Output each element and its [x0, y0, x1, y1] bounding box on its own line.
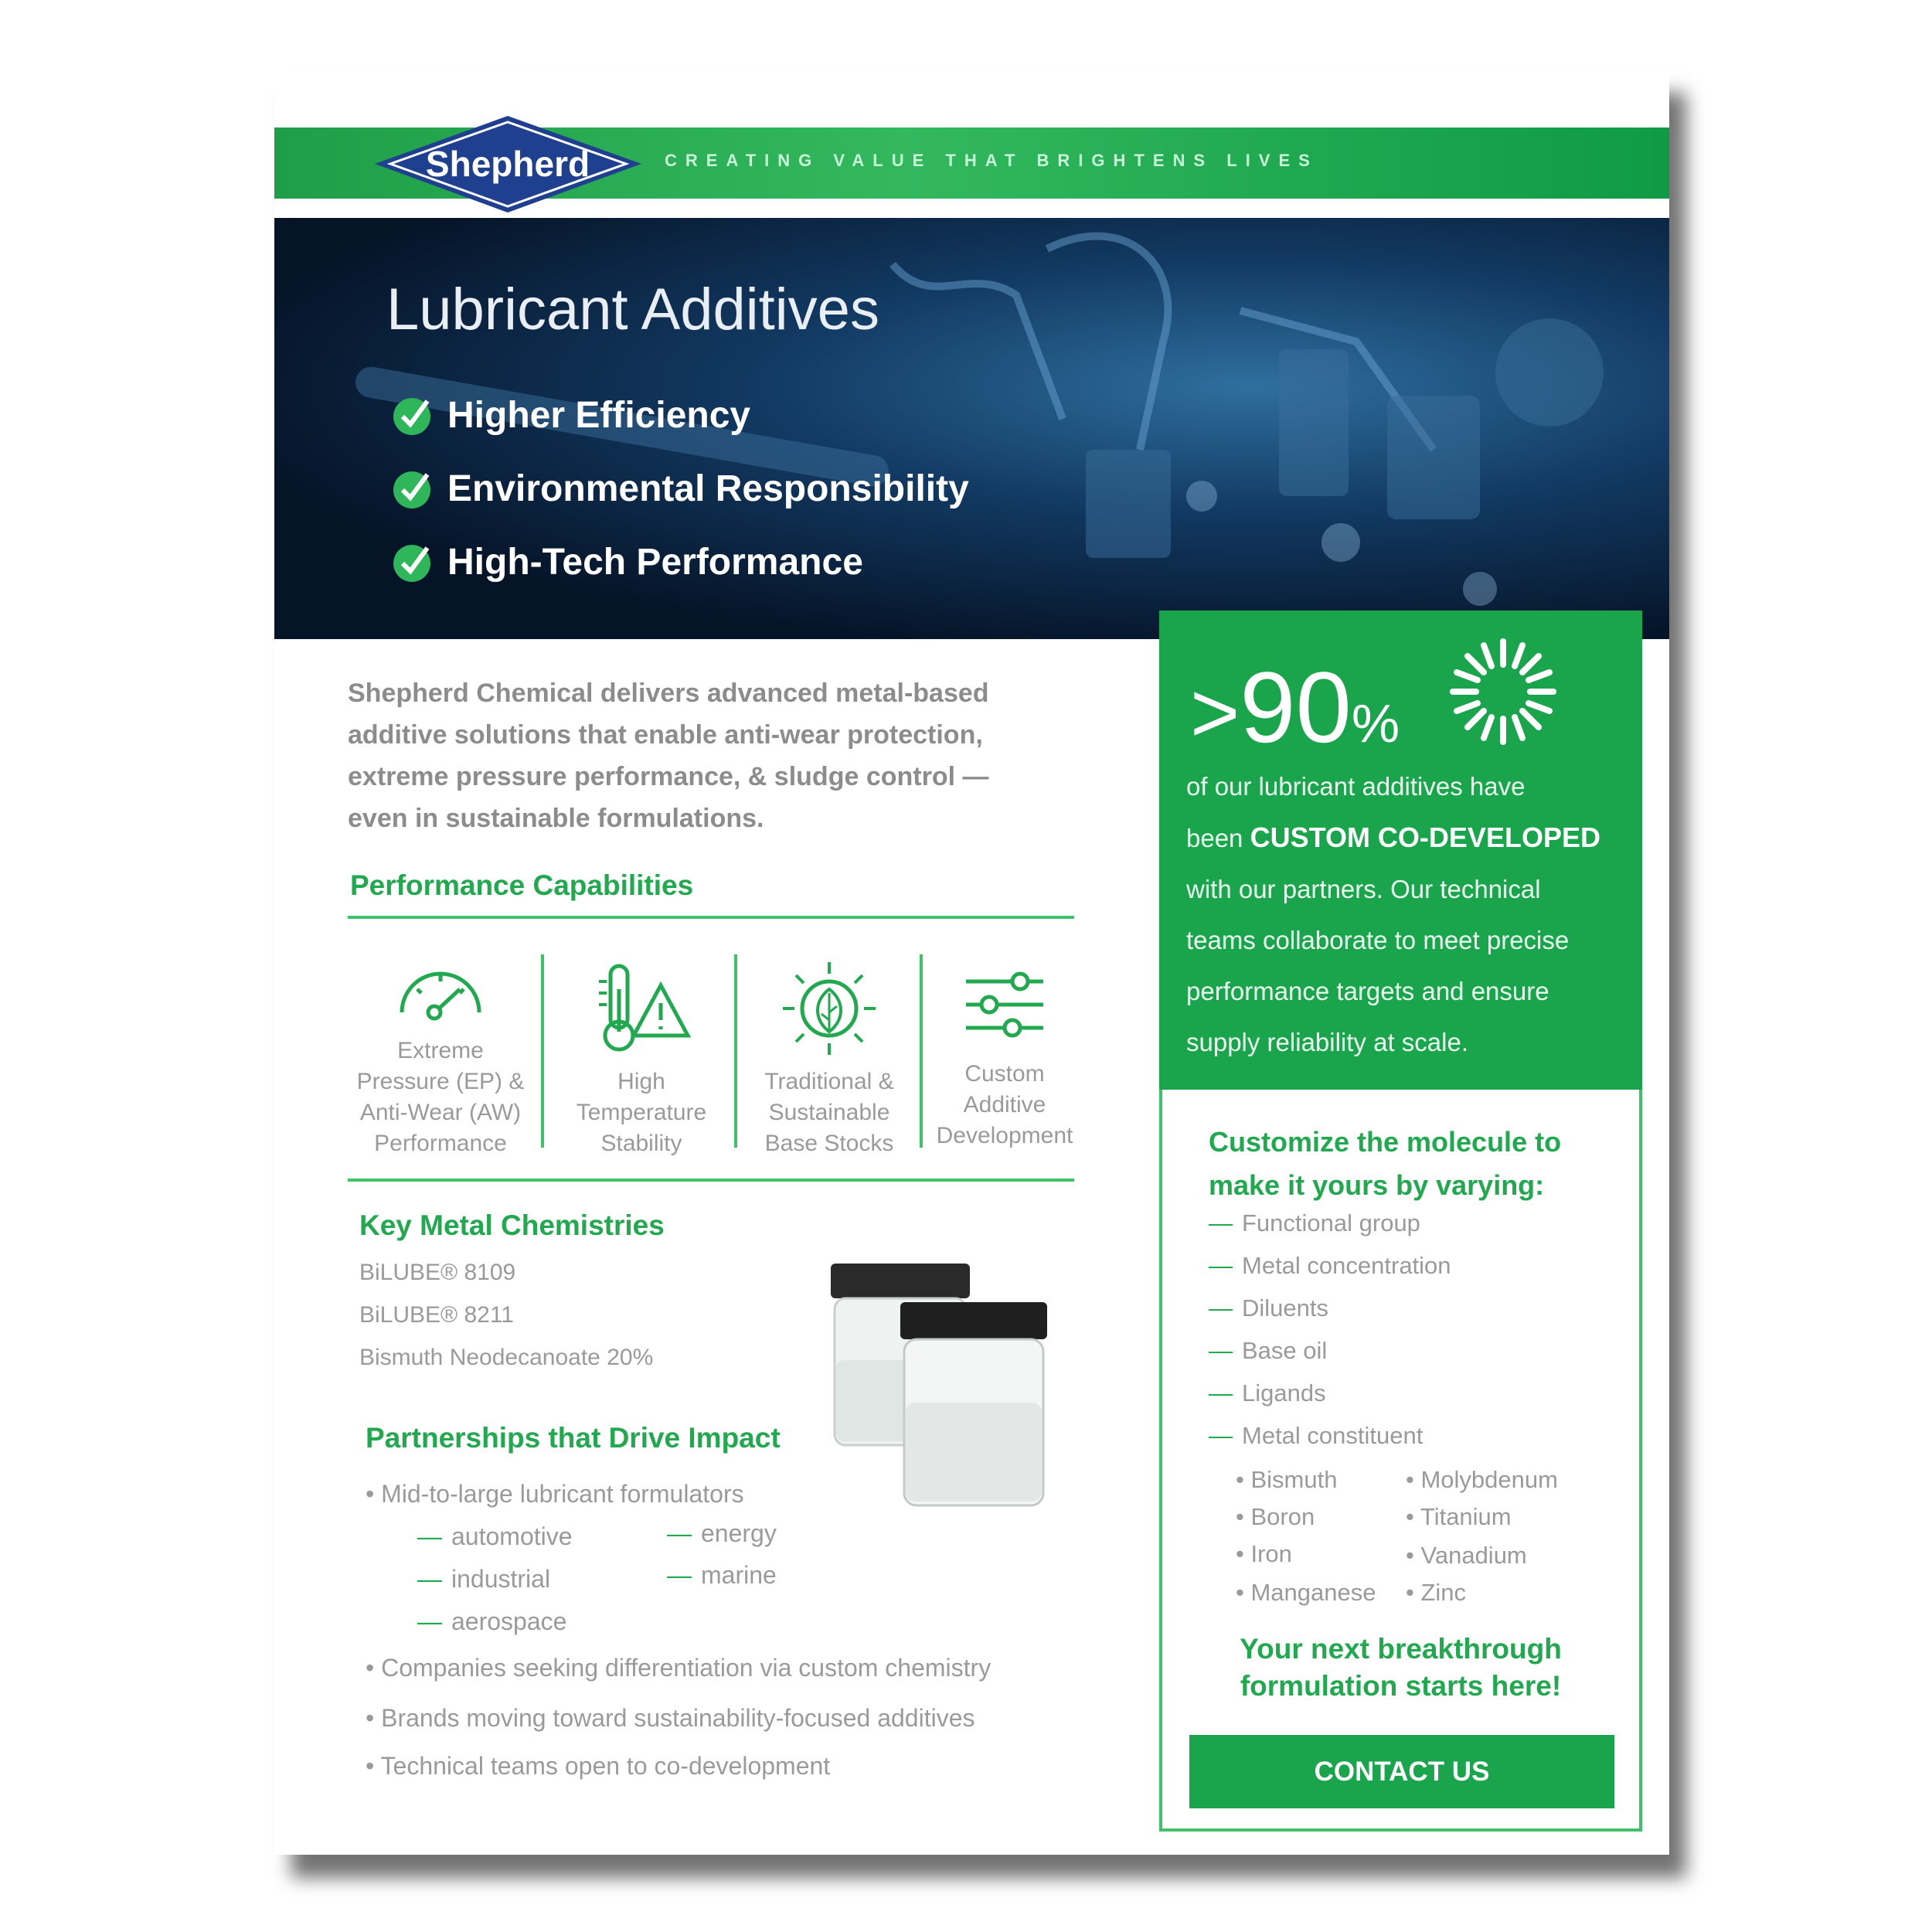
metal-item: • Boron — [1236, 1503, 1315, 1530]
leaf-sun-icon — [779, 958, 879, 1059]
checkmark-icon — [390, 540, 434, 583]
metal-item: • Bismuth — [1236, 1466, 1338, 1493]
hero-bullet-label: High-Tech Performance — [447, 541, 863, 583]
metal-item: • Zinc — [1406, 1579, 1467, 1606]
list-item: • Companies seeking differentiation via custom chemistry — [366, 1654, 992, 1682]
checkmark-icon — [390, 467, 434, 510]
list-subitem: — marine — [667, 1561, 777, 1589]
intro-paragraph: Shepherd Chemical delivers advanced metal-based additive solutions that enable anti-wear protection, extreme pressure performance, & sludge control — even in sustainable formulations. — [348, 679, 989, 833]
metal-item: • Iron — [1236, 1540, 1292, 1567]
closing-callout: Your next breakthrough formulation starts here! — [1240, 1633, 1562, 1702]
customize-item: — Metal constituent — [1209, 1422, 1423, 1449]
customize-item: — Ligands — [1209, 1379, 1326, 1406]
checkmark-icon — [390, 393, 434, 437]
chemistry-item: BiLUBE® 8109 — [359, 1260, 516, 1285]
list-subitem: — aerospace — [417, 1607, 567, 1635]
customize-item: — Functional group — [1209, 1209, 1420, 1236]
capability-item — [348, 958, 533, 1159]
list-subitem: — automotive — [417, 1522, 573, 1550]
hero-bullet-label: Higher Efficiency — [447, 394, 751, 436]
capability-label: High Temperature Stability — [576, 1069, 707, 1156]
chemistry-item: Bismuth Neodecanoate 20% — [359, 1345, 654, 1370]
customize-heading: Customize the molecule to make it yours by varying: — [1209, 1126, 1562, 1201]
sample-jars-image — [827, 1260, 1082, 1515]
capability-item — [927, 958, 1082, 1151]
chemistries-heading: Key Metal Chemistries — [359, 1209, 665, 1241]
list-subitem-text: marine — [701, 1561, 777, 1589]
sliders-icon — [958, 958, 1051, 1051]
gauge-icon — [394, 958, 487, 1028]
hero-bullet-label: Environmental Responsibility — [447, 468, 969, 509]
hero-bullet — [390, 392, 750, 438]
capabilities-heading: Performance Capabilities — [350, 869, 694, 901]
list-subitem-text: energy — [701, 1519, 777, 1547]
flyer-page — [274, 70, 1669, 1855]
list-subitem: — industrial — [417, 1565, 551, 1593]
customize-item: — Diluents — [1209, 1294, 1328, 1321]
list-subitem: — energy — [667, 1519, 777, 1547]
metal-item: • Molybdenum — [1406, 1466, 1558, 1493]
hero-image — [274, 218, 1669, 639]
stat-panel — [1159, 611, 1642, 1094]
divider — [348, 916, 1074, 919]
customize-panel — [1159, 1090, 1642, 1832]
hero-bullet — [390, 539, 863, 585]
list-subitem-text: aerospace — [451, 1607, 567, 1635]
list-item-text: Companies seeking differentiation via custom chemistry — [381, 1654, 992, 1682]
tagline: CREATING VALUE THAT BRIGHTENS LIVES — [665, 151, 1318, 170]
list-subitem-text: automotive — [451, 1522, 573, 1550]
list-subitem-text: industrial — [451, 1565, 551, 1593]
stat-description: of our lubricant additives have been CUSTOM CO-DEVELOPED with our partners. Our technical teams collaborate to meet precise performance targets and ensure supply reliability at scale. — [1186, 772, 1600, 1056]
divider — [920, 954, 923, 1148]
capability-label: Extreme Pressure (EP) & Anti-Wear (AW) Performance — [356, 1038, 525, 1156]
list-item-text: Technical teams open to co-development — [380, 1752, 831, 1780]
svg-text:Shepherd: Shepherd — [425, 144, 590, 184]
capability-label: Custom Additive Development — [936, 1061, 1073, 1148]
stat-value: >90% — [1190, 651, 1400, 764]
customize-item: — Base oil — [1209, 1337, 1328, 1364]
divider — [541, 954, 544, 1148]
customize-item: — Metal concentration — [1209, 1252, 1451, 1279]
list-item: • Brands moving toward sustainability-focused additives — [366, 1704, 975, 1732]
capability-item — [556, 958, 726, 1159]
hero-title: Lubricant Additives — [386, 277, 879, 342]
metal-item: • Vanadium — [1406, 1542, 1527, 1569]
divider — [348, 1179, 1074, 1182]
list-item: • Technical teams open to co-development — [366, 1752, 831, 1780]
partnerships-heading: Partnerships that Drive Impact — [366, 1422, 781, 1454]
contact-us-button[interactable]: CONTACT US — [1189, 1735, 1614, 1808]
hero-bullet — [390, 465, 969, 512]
starburst-icon — [1445, 634, 1561, 750]
list-item: • Mid-to-large lubricant formulators — [366, 1480, 744, 1508]
chemistry-item: BiLUBE® 8211 — [359, 1302, 514, 1328]
capability-item — [744, 958, 914, 1159]
thermometer-warning-icon — [591, 958, 692, 1059]
capability-label: Traditional & Sustainable Base Stocks — [764, 1069, 894, 1156]
metal-item: • Titanium — [1406, 1503, 1512, 1530]
divider — [734, 954, 737, 1148]
metal-item: • Manganese — [1236, 1579, 1376, 1606]
shepherd-logo — [375, 116, 641, 213]
list-item-text: Brands moving toward sustainability-focused additives — [381, 1704, 975, 1732]
list-item-text: Mid-to-large lubricant formulators — [381, 1480, 744, 1508]
